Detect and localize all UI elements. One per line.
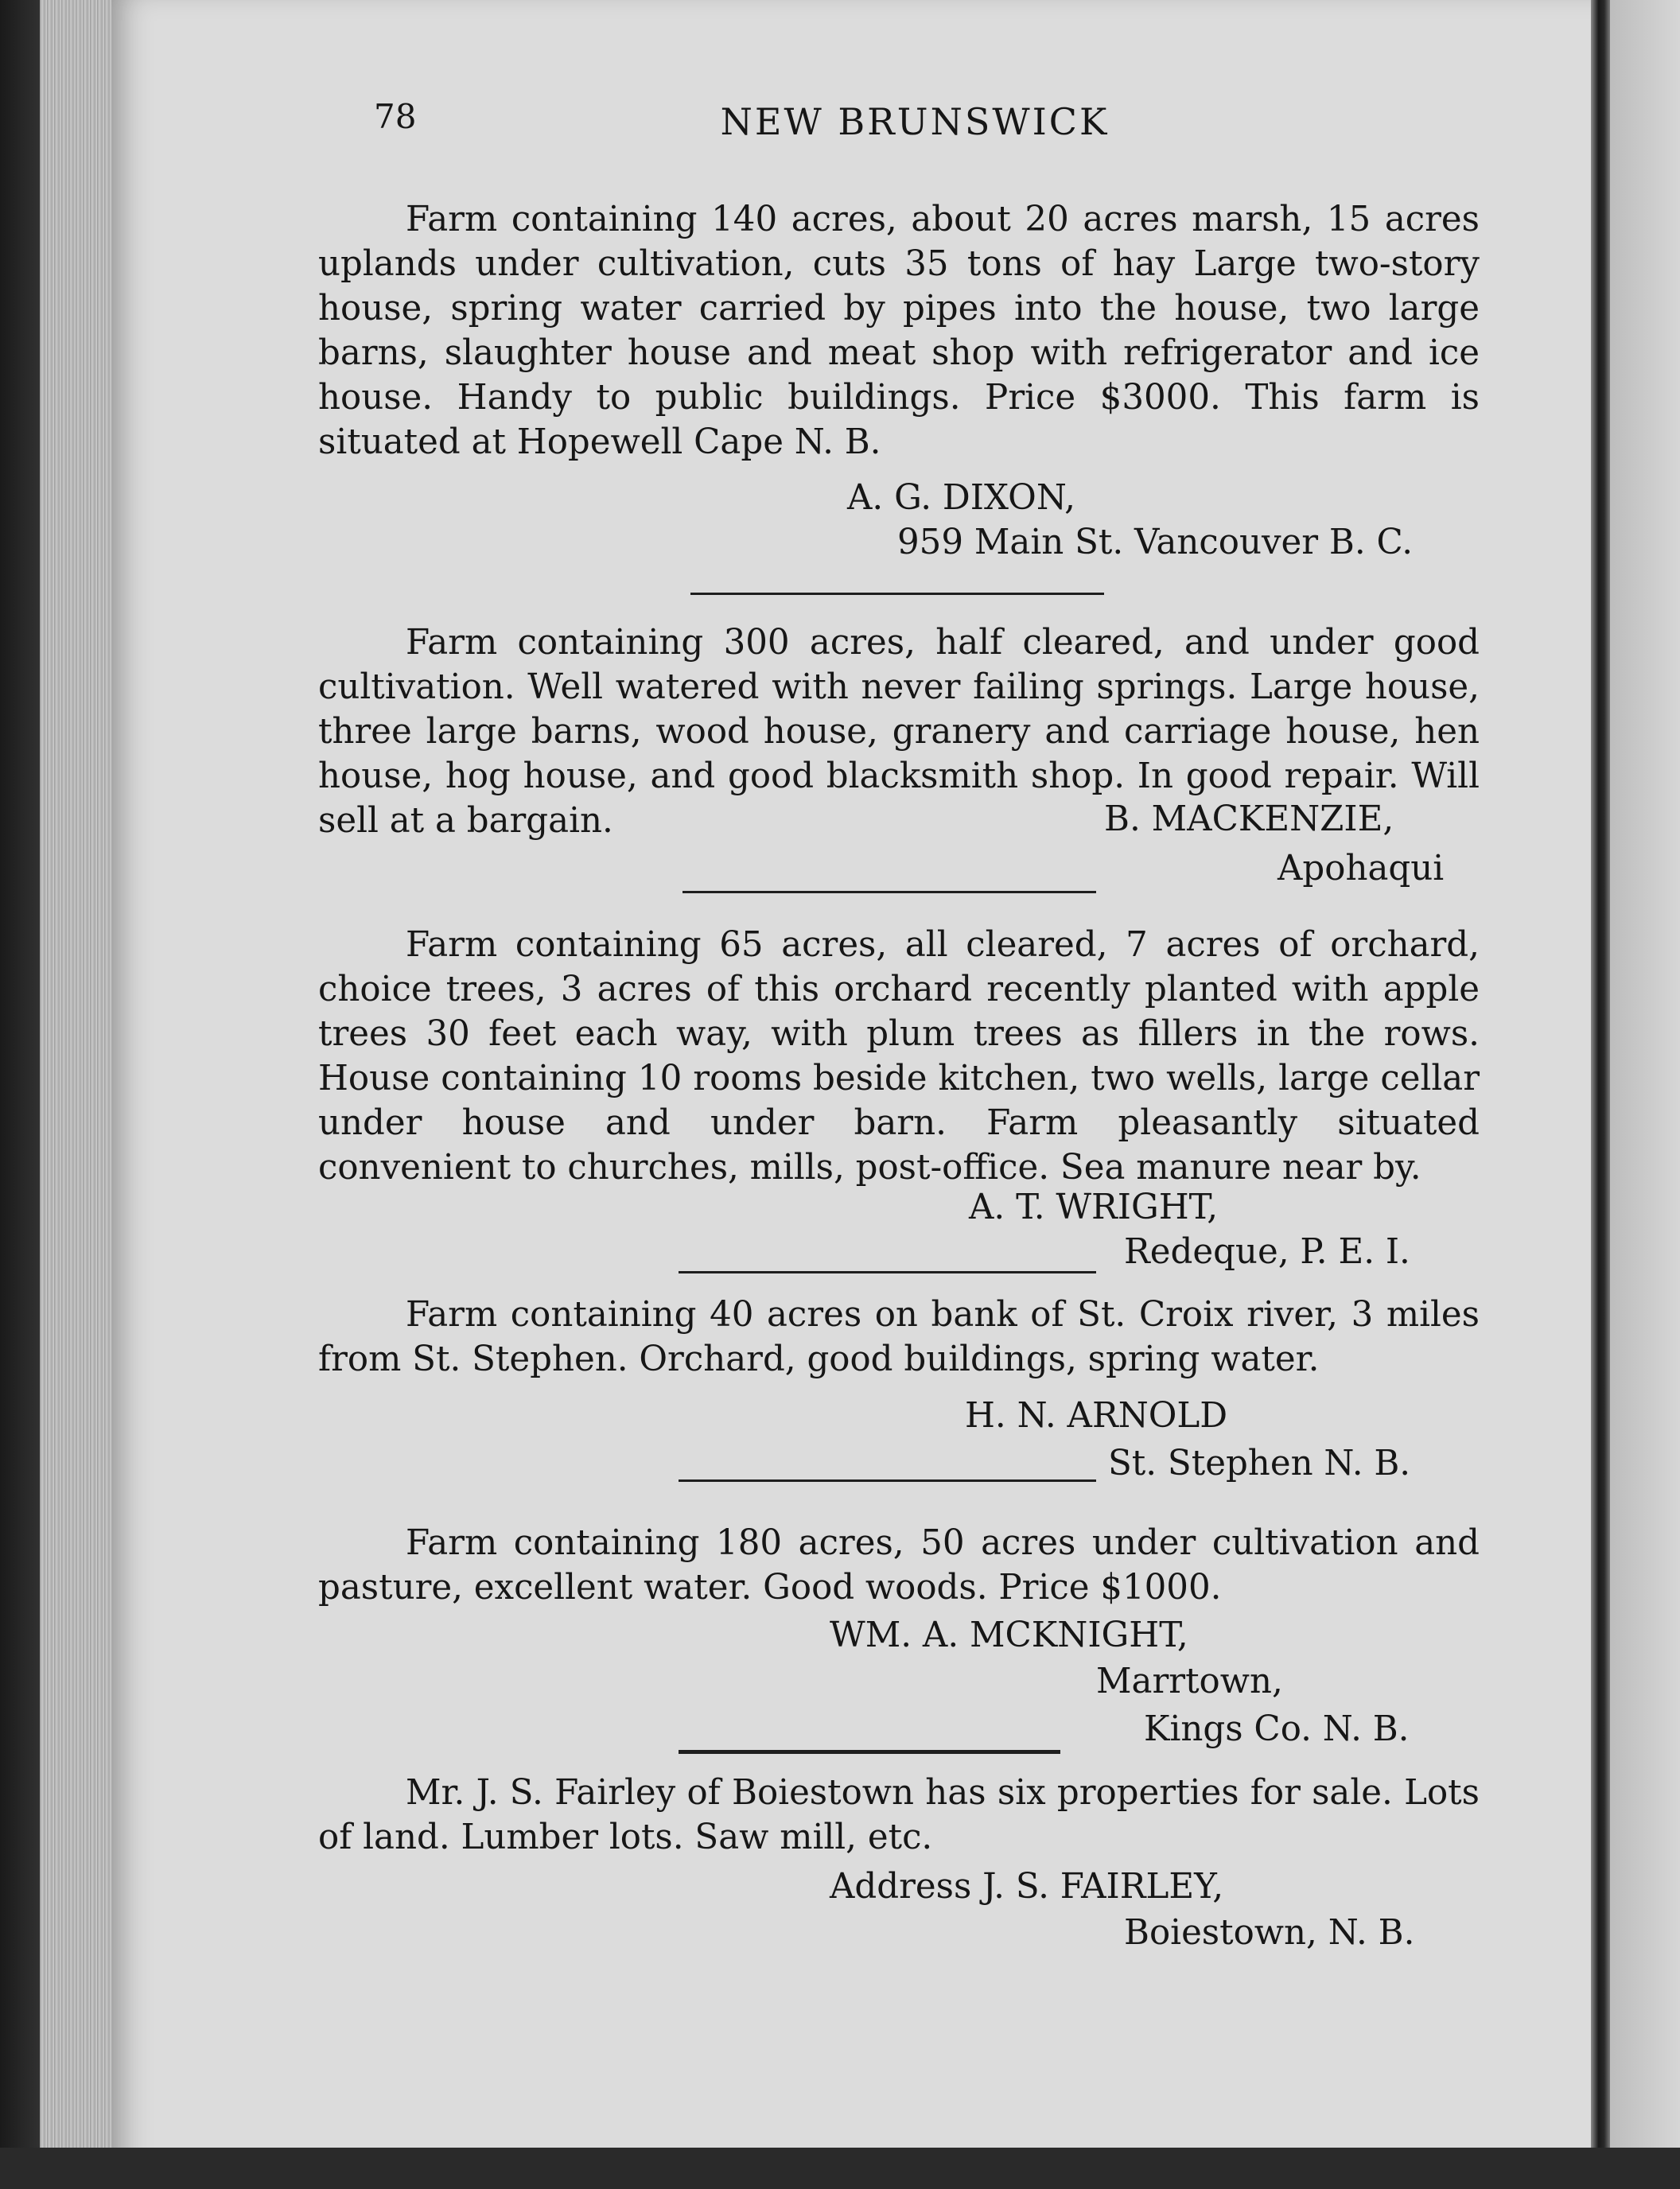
divider-rule xyxy=(679,1750,1060,1754)
listing-5-signature-name: WM. A. MCKNIGHT, xyxy=(830,1616,1188,1655)
listing-1-signature-name: A. G. DIXON, xyxy=(847,478,1075,518)
listing-3 xyxy=(318,923,1480,1190)
divider-rule xyxy=(679,1479,1096,1482)
divider-rule xyxy=(690,593,1104,595)
listing-2-signature-name: B. MACKENZIE, xyxy=(1104,799,1394,839)
running-head: NEW BRUNSWICK xyxy=(720,100,1110,143)
listing-4 xyxy=(318,1293,1480,1382)
listing-2-text: Farm containing 300 acres, half cleared, and under good cultivation. Well watered with never failing springs. Large house, three large barns, wood house, granery and carriage house, hen house, hog house, and good blacksmith shop. In good repair. Will sell at a bargain. xyxy=(318,623,1480,841)
listing-6-text: Mr. J. S. Fairley of Boiestown has six properties for sale. Lots of land. Lumber lots. Saw mill, etc. xyxy=(318,1773,1480,1857)
listing-3-signature-name: A. T. WRIGHT, xyxy=(969,1188,1219,1227)
listing-2-signature-address: Apohaqui xyxy=(1278,849,1445,888)
page-number: 78 xyxy=(374,97,417,136)
listing-6-signature-name: Address J. S. FAIRLEY, xyxy=(830,1867,1224,1907)
listing-1-text: Farm containing 140 acres, about 20 acres marsh, 15 acres uplands under cultivation, cuts 35 tons of hay Large two-story house, spring water carried by pipes into the house, two large barns, slaughter house and meat shop with refrigerator and ice house. Handy to public buildings. Price $3000. This farm is situated at Hopewell Cape N. B. xyxy=(318,200,1480,462)
listing-6-signature-address: Boiestown, N. B. xyxy=(1124,1913,1415,1953)
listing-3-signature-address: Redeque, P. E. I. xyxy=(1124,1232,1410,1272)
listing-3-text: Farm containing 65 acres, all cleared, 7 acres of orchard, choice trees, 3 acres of this orchard recently planted with apple trees 30 feet each way, with plum trees as fillers in the rows. House containing 10 rooms beside kitchen, two wells, large cellar under house and under barn. Farm pleasantly situated convenient to churches, mills, post-office. Sea manure near by. xyxy=(318,925,1480,1188)
listing-5-text: Farm containing 180 acres, 50 acres under cultivation and pasture, excellent water. Good woods. Price $1000. xyxy=(318,1523,1480,1608)
listing-4-text: Farm containing 40 acres on bank of St. Croix river, 3 miles from St. Stephen. Orchard, good buildings, spring water. xyxy=(318,1295,1480,1379)
listing-6 xyxy=(318,1771,1480,1860)
divider-rule xyxy=(682,891,1096,893)
divider-rule xyxy=(679,1271,1096,1273)
listing-1 xyxy=(318,197,1480,465)
listing-5-signature-town: Marrtown, xyxy=(1096,1662,1283,1701)
listing-5-signature-county: Kings Co. N. B. xyxy=(1144,1709,1410,1749)
listing-1-signature-address: 959 Main St. Vancouver B. C. xyxy=(897,523,1414,562)
listing-4-signature-name: H. N. ARNOLD xyxy=(965,1396,1228,1436)
listing-4-signature-address: St. Stephen N. B. xyxy=(1108,1444,1411,1483)
listing-5 xyxy=(318,1521,1480,1610)
